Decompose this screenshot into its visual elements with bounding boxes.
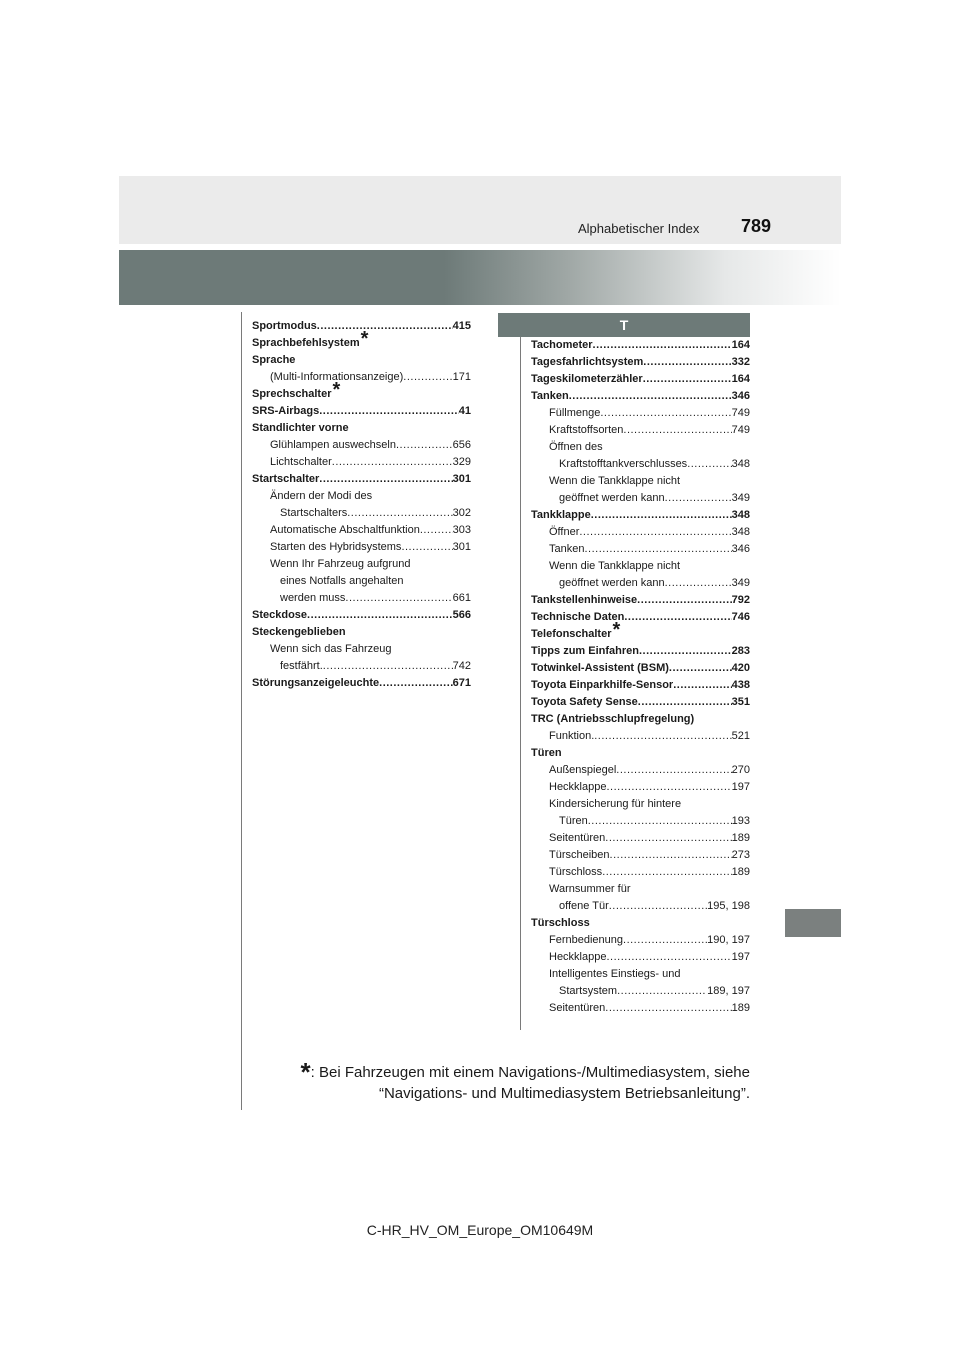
footnote-asterisk: *	[332, 379, 341, 401]
leader-dots	[347, 505, 452, 522]
entry-term: SRS-Airbags	[252, 405, 320, 417]
index-entry	[531, 524, 750, 541]
entry-page: 742	[452, 660, 471, 672]
index-entry	[531, 932, 750, 949]
entry-page: 193	[731, 815, 750, 827]
index-entry	[531, 507, 750, 524]
entry-term: Tanken	[549, 543, 585, 555]
entry-page: 195, 198	[707, 900, 750, 912]
footnote	[272, 1057, 750, 1104]
index-entry	[531, 660, 750, 677]
leader-dots	[638, 694, 732, 711]
footnote-asterisk: *	[360, 328, 369, 350]
entry-page: 656	[452, 439, 471, 451]
index-entry: Standlichter vorne	[252, 422, 349, 434]
entry-term: Telefonschalter	[531, 628, 612, 640]
leader-dots	[665, 575, 732, 592]
leader-dots	[600, 405, 731, 422]
header-bar	[119, 176, 841, 244]
entry-term: festfährt.	[280, 660, 323, 672]
entry-term: Fernbedienung	[549, 934, 624, 946]
entry-term: Störungsanzeigeleuchte	[252, 677, 380, 689]
leader-dots	[609, 898, 707, 915]
leader-dots	[637, 592, 731, 609]
entry-page: 283	[731, 645, 750, 657]
leader-dots	[616, 762, 731, 779]
leader-dots	[403, 369, 452, 386]
entry-page: 164	[731, 373, 750, 385]
page-number: 789	[741, 216, 772, 236]
leader-dots	[639, 643, 732, 660]
index-entry	[531, 609, 750, 626]
leader-dots	[420, 522, 453, 539]
index-entry-continued: Wenn sich das Fahrzeug	[270, 643, 392, 655]
index-entry	[531, 643, 750, 660]
leader-dots	[319, 403, 459, 420]
index-entry	[531, 388, 750, 405]
leader-dots	[605, 830, 731, 847]
leader-dots	[401, 539, 452, 556]
index-entry	[252, 454, 471, 471]
entry-term: Außenspiegel	[549, 764, 617, 776]
entry-page: 420	[731, 662, 750, 674]
entry-page: 270	[731, 764, 750, 776]
leader-dots	[665, 490, 732, 507]
entry-term: Automatische Abschaltfunktion	[270, 524, 420, 536]
leader-dots	[569, 388, 732, 405]
index-entry	[531, 949, 750, 966]
entry-term: Türen	[559, 815, 588, 827]
index-entry-continued: Wenn die Tankklappe nicht	[549, 560, 681, 572]
entry-page: 197	[731, 951, 750, 963]
entry-page: 189	[731, 1002, 750, 1014]
entry-page: 197	[731, 781, 750, 793]
entry-page: 190, 197	[707, 934, 750, 946]
index-entry	[531, 847, 750, 864]
index-entry	[252, 675, 471, 692]
entry-term: Kraftstofftankverschlusses	[559, 458, 688, 470]
index-column-right	[531, 337, 750, 1017]
left-column-rule	[241, 312, 242, 1110]
leader-dots	[317, 318, 453, 335]
entry-page: 749	[731, 407, 750, 419]
index-entry	[531, 405, 750, 422]
entry-page: 189	[731, 866, 750, 878]
leader-dots	[593, 337, 732, 354]
index-entry	[252, 505, 471, 522]
leader-dots	[606, 779, 731, 796]
leader-dots	[584, 541, 731, 558]
index-entry	[531, 1000, 750, 1017]
index-entry-continued: Warnsummer für	[549, 883, 631, 895]
entry-term: Starten des Hybridsystems	[270, 541, 402, 553]
index-entry-continued: Kindersicherung für hintere	[549, 798, 682, 810]
entry-term: Tachometer	[531, 339, 593, 351]
entry-term: Toyota Safety Sense	[531, 696, 638, 708]
entry-term: Steckdose	[252, 609, 308, 621]
leader-dots	[610, 847, 732, 864]
entry-page: 303	[452, 524, 471, 536]
leader-dots	[307, 607, 453, 624]
entry-term: Funktion.	[549, 730, 595, 742]
leader-dots	[643, 354, 731, 371]
entry-page: 332	[731, 356, 750, 368]
entry-page: 164	[731, 339, 750, 351]
index-entry	[531, 619, 750, 643]
leader-dots	[623, 932, 707, 949]
entry-page: 566	[452, 609, 471, 621]
middle-column-rule	[520, 337, 521, 1030]
entry-page: 348	[731, 458, 750, 470]
entry-term: Startschalters	[280, 507, 348, 519]
entry-page: 171	[452, 371, 471, 383]
entry-page: 521	[731, 730, 750, 742]
entry-page: 329	[452, 456, 471, 468]
leader-dots	[396, 437, 453, 454]
index-entry: Sprache	[252, 354, 296, 366]
entry-term: Tageskilometerzähler	[531, 373, 643, 385]
entry-term: Sportmodus	[252, 320, 317, 332]
entry-term: Sprachbefehlsystem	[252, 337, 360, 349]
index-entry-continued: Öffnen des	[549, 441, 603, 453]
entry-page: 348	[731, 526, 750, 538]
entry-page: 301	[452, 541, 471, 553]
entry-term: Startsystem	[559, 985, 618, 997]
index-entry	[531, 983, 750, 1000]
index-entry	[531, 337, 750, 354]
index-entry-continued: Intelligentes Einstiegs- und	[549, 968, 681, 980]
entry-term: Lichtschalter	[270, 456, 332, 468]
leader-dots	[643, 371, 732, 388]
entry-term: Seitentüren	[549, 1002, 606, 1014]
index-entry	[531, 575, 750, 592]
index-entry	[531, 490, 750, 507]
index-entry	[252, 607, 471, 624]
leader-dots	[669, 660, 732, 677]
entry-term: (Multi-Informationsanzeige)	[270, 371, 404, 383]
footnote-asterisk: *	[300, 1057, 311, 1087]
footnote-text-1: : Bei Fahrzeugen mit einem Navigations-/Multimediasystem, siehe	[310, 1064, 750, 1081]
entry-term: Technische Daten	[531, 611, 625, 623]
index-entry	[531, 779, 750, 796]
leader-dots	[591, 507, 732, 524]
index-entry	[252, 403, 471, 420]
index-column-left	[252, 318, 471, 692]
entry-page: 349	[731, 492, 750, 504]
leader-dots	[602, 864, 731, 881]
index-entry-continued: eines Notfalls angehalten	[280, 575, 404, 587]
index-entry-continued: Wenn die Tankklappe nicht	[549, 475, 681, 487]
index-entry	[531, 456, 750, 473]
entry-term: Totwinkel-Assistent (BSM)	[531, 662, 669, 674]
index-entry	[531, 830, 750, 847]
leader-dots	[319, 471, 452, 488]
header-gradient-band	[119, 250, 841, 305]
entry-term: Tipps zum Einfahren	[531, 645, 639, 657]
entry-page: 348	[731, 509, 750, 521]
entry-term: offene Tür	[559, 900, 609, 912]
entry-page: 349	[731, 577, 750, 589]
index-entry	[252, 379, 471, 403]
entry-term: Toyota Einparkhilfe-Sensor	[531, 679, 674, 691]
leader-dots	[588, 813, 732, 830]
letter-header-t: T	[498, 313, 750, 337]
entry-term: Öffner	[549, 526, 580, 538]
entry-term: Tagesfahrlichtsystem	[531, 356, 644, 368]
index-entry	[252, 658, 471, 675]
index-entry: TRC (Antriebsschlupfregelung)	[531, 713, 695, 725]
entry-term: Glühlampen auswechseln	[270, 439, 396, 451]
index-entry	[531, 864, 750, 881]
leader-dots	[323, 658, 453, 675]
entry-term: werden muss	[280, 592, 346, 604]
index-entry	[252, 539, 471, 556]
index-entry	[531, 592, 750, 609]
entry-page: 346	[731, 390, 750, 402]
index-entry	[252, 437, 471, 454]
entry-page: 792	[731, 594, 750, 606]
index-entry	[252, 590, 471, 607]
entry-page: 302	[452, 507, 471, 519]
entry-term: geöffnet werden kann	[559, 577, 665, 589]
index-entry: Steckengeblieben	[252, 626, 346, 638]
entry-page: 415	[452, 320, 471, 332]
entry-term: Füllmenge	[549, 407, 601, 419]
entry-page: 351	[731, 696, 750, 708]
leader-dots	[623, 422, 731, 439]
leader-dots	[594, 728, 731, 745]
index-entry	[252, 328, 471, 352]
entry-term: Heckklappe	[549, 951, 607, 963]
footnote-line-1	[272, 1057, 750, 1087]
index-entry	[252, 369, 471, 386]
index-entry	[531, 728, 750, 745]
index-entry	[252, 471, 471, 488]
entry-page: 671	[452, 677, 471, 689]
index-entry	[531, 354, 750, 371]
entry-term: Türschloss	[549, 866, 603, 878]
entry-term: Tankstellenhinweise	[531, 594, 638, 606]
entry-term: geöffnet werden kann	[559, 492, 665, 504]
leader-dots	[673, 677, 731, 694]
index-entry	[531, 813, 750, 830]
entry-term: Heckklappe	[549, 781, 607, 793]
footnote-asterisk: *	[612, 619, 621, 641]
entry-term: Tanken	[531, 390, 569, 402]
index-entry-continued: Wenn Ihr Fahrzeug aufgrund	[270, 558, 411, 570]
index-entry	[252, 522, 471, 539]
leader-dots	[379, 675, 453, 692]
index-entry	[531, 677, 750, 694]
entry-page: 438	[731, 679, 750, 691]
entry-page: 346	[731, 543, 750, 555]
leader-dots	[617, 983, 707, 1000]
index-entry-continued: Ändern der Modi des	[270, 490, 373, 502]
entry-page: 661	[452, 592, 471, 604]
chapter-thumb-tab	[785, 909, 841, 937]
entry-page: 273	[731, 849, 750, 861]
index-entry: Türschloss	[531, 917, 590, 929]
leader-dots	[605, 1000, 731, 1017]
entry-term: Türscheiben	[549, 849, 610, 861]
index-entry	[531, 762, 750, 779]
entry-term: Kraftstoffsorten	[549, 424, 624, 436]
entry-page: 749	[731, 424, 750, 436]
index-entry	[531, 694, 750, 711]
footnote-line-2: “Navigations- und Multimediasystem Betriebsanleitung”.	[378, 1085, 750, 1102]
entry-term: Sprechschalter	[252, 388, 332, 400]
leader-dots	[606, 949, 731, 966]
leader-dots	[332, 454, 453, 471]
entry-page: 41	[458, 405, 471, 417]
index-entry	[531, 898, 750, 915]
entry-page: 189, 197	[707, 985, 750, 997]
entry-page: 746	[731, 611, 750, 623]
leader-dots	[687, 456, 731, 473]
leader-dots	[579, 524, 731, 541]
entry-term: Startschalter	[252, 473, 320, 485]
leader-dots	[624, 609, 731, 626]
entry-term: Tankklappe	[531, 509, 591, 521]
leader-dots	[345, 590, 452, 607]
section-title: Alphabetischer Index	[578, 221, 700, 236]
entry-page: 189	[731, 832, 750, 844]
index-entry: Türen	[531, 747, 562, 759]
index-entry	[531, 371, 750, 388]
index-entry	[531, 422, 750, 439]
entry-term: Seitentüren	[549, 832, 606, 844]
document-footer: C-HR_HV_OM_Europe_OM10649M	[366, 1222, 594, 1238]
entry-page: 301	[452, 473, 471, 485]
index-entry	[531, 541, 750, 558]
